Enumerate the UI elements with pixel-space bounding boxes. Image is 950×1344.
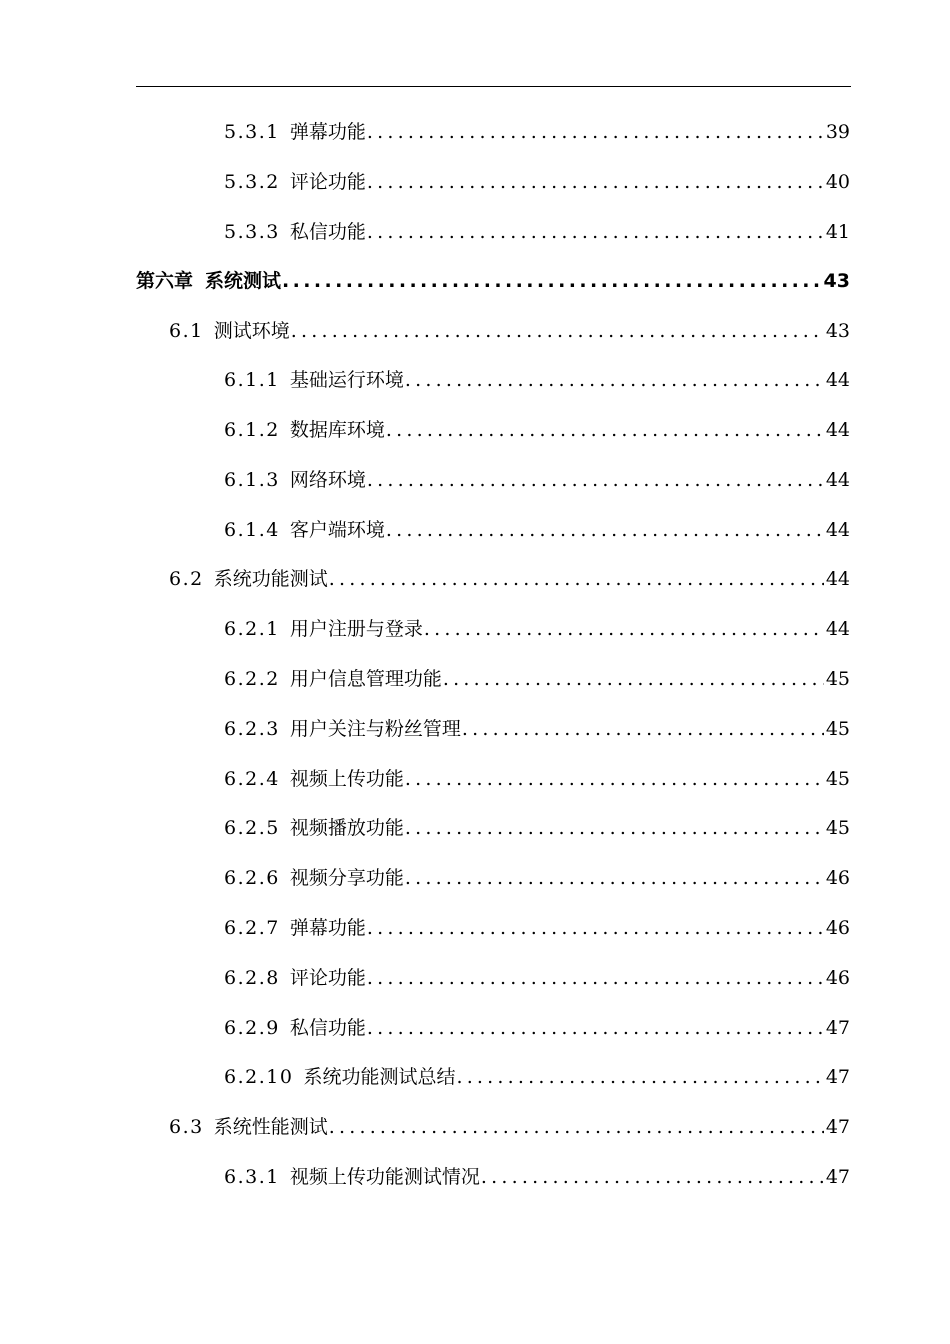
toc-entry-page: 43 bbox=[825, 320, 850, 342]
toc-dot-leader bbox=[282, 266, 822, 296]
toc-entry-page: 44 bbox=[825, 469, 850, 491]
toc-entry[interactable] bbox=[224, 1013, 850, 1043]
toc-entry-number: 6.2.8 bbox=[224, 967, 280, 989]
toc-entry-page: 44 bbox=[825, 369, 850, 391]
toc-entry-number: 6.1.3 bbox=[224, 469, 280, 491]
toc-dot-leader bbox=[367, 117, 824, 147]
toc-section-entry[interactable] bbox=[169, 564, 850, 594]
toc-entry[interactable] bbox=[224, 664, 850, 694]
toc-entry-page: 46 bbox=[825, 917, 850, 939]
toc-entry-title: 视频分享功能 bbox=[289, 867, 404, 889]
toc-entry-number: 6.2 bbox=[169, 568, 204, 590]
toc-entry-title: 系统功能测试 bbox=[213, 568, 328, 590]
toc-entry[interactable] bbox=[224, 863, 850, 893]
toc-entry-title: 系统性能测试 bbox=[213, 1116, 328, 1138]
toc-entry[interactable] bbox=[224, 913, 850, 943]
toc-dot-leader bbox=[481, 1162, 824, 1192]
toc-entry-title: 用户关注与粉丝管理 bbox=[289, 718, 461, 740]
toc-entry-number: 6.2.10 bbox=[224, 1066, 294, 1088]
toc-entry-page: 47 bbox=[825, 1017, 850, 1039]
toc-entry-number: 5.3.2 bbox=[224, 171, 280, 193]
toc-entry-number: 6.3.1 bbox=[224, 1166, 280, 1188]
toc-entry-number: 6.2.7 bbox=[224, 917, 280, 939]
toc-entry-page: 47 bbox=[825, 1066, 850, 1088]
toc-entry-title: 数据库环境 bbox=[289, 419, 385, 441]
toc-entry[interactable] bbox=[224, 515, 850, 545]
toc-entry[interactable] bbox=[224, 1162, 850, 1192]
toc-entry-title: 基础运行环境 bbox=[289, 369, 404, 391]
toc-entry[interactable] bbox=[224, 117, 850, 147]
toc-entry[interactable] bbox=[224, 813, 850, 843]
toc-dot-leader bbox=[367, 167, 824, 197]
toc-dot-leader bbox=[367, 963, 824, 993]
toc-dot-leader bbox=[424, 614, 824, 644]
toc-entry-page: 39 bbox=[825, 121, 850, 143]
toc-chapter-number: 第六章 bbox=[136, 270, 194, 292]
toc-dot-leader bbox=[329, 564, 824, 594]
toc-entry-page: 44 bbox=[825, 419, 850, 441]
toc-entry-page: 45 bbox=[825, 817, 850, 839]
toc-entry-page: 41 bbox=[825, 221, 850, 243]
toc-dot-leader bbox=[367, 465, 824, 495]
toc-entry-page: 40 bbox=[825, 171, 850, 193]
toc-dot-leader bbox=[405, 863, 824, 893]
toc-entry-number: 6.3 bbox=[169, 1116, 204, 1138]
toc-entry[interactable] bbox=[224, 1062, 850, 1092]
toc-dot-leader bbox=[367, 913, 824, 943]
toc-entry-number: 6.2.2 bbox=[224, 668, 280, 690]
toc-dot-leader bbox=[462, 714, 824, 744]
toc-entry-page: 44 bbox=[825, 618, 850, 640]
toc-dot-leader bbox=[405, 764, 824, 794]
toc-entry-number: 6.1.1 bbox=[224, 369, 280, 391]
header-rule bbox=[136, 86, 851, 87]
toc-entry-title: 视频播放功能 bbox=[289, 817, 404, 839]
toc-entry-number: 5.3.3 bbox=[224, 221, 280, 243]
toc-entry-number: 6.1.4 bbox=[224, 519, 280, 541]
toc-entry[interactable] bbox=[224, 465, 850, 495]
toc-dot-leader bbox=[386, 515, 824, 545]
toc-entry-title: 弹幕功能 bbox=[289, 121, 366, 143]
toc-entry-number: 6.1 bbox=[169, 320, 204, 342]
toc-dot-leader bbox=[456, 1062, 823, 1092]
toc-dot-leader bbox=[443, 664, 824, 694]
toc-entry-page: 45 bbox=[825, 768, 850, 790]
toc-section-entry[interactable] bbox=[169, 1112, 850, 1142]
toc-entry[interactable] bbox=[224, 167, 850, 197]
toc-entry-title: 私信功能 bbox=[289, 1017, 366, 1039]
toc-entry-number: 6.2.1 bbox=[224, 618, 280, 640]
toc-entry-title: 网络环境 bbox=[289, 469, 366, 491]
toc-entry-title: 视频上传功能 bbox=[289, 768, 404, 790]
toc-dot-leader bbox=[291, 316, 824, 346]
toc-dot-leader bbox=[405, 365, 824, 395]
toc-dot-leader bbox=[367, 1013, 824, 1043]
toc-entry-number: 6.1.2 bbox=[224, 419, 280, 441]
toc-chapter-title: 系统测试 bbox=[205, 270, 282, 292]
toc-entry-page: 45 bbox=[825, 718, 850, 740]
toc-dot-leader bbox=[367, 217, 824, 247]
toc-entry-number: 6.2.9 bbox=[224, 1017, 280, 1039]
toc-entry-page: 47 bbox=[825, 1116, 850, 1138]
toc-entry-title: 用户注册与登录 bbox=[289, 618, 423, 640]
toc-entry-number: 6.2.4 bbox=[224, 768, 280, 790]
toc-section-entry[interactable] bbox=[169, 316, 850, 346]
toc-dot-leader bbox=[329, 1112, 824, 1142]
toc-entry[interactable] bbox=[224, 217, 850, 247]
toc-entry[interactable] bbox=[224, 365, 850, 395]
toc-entry[interactable] bbox=[224, 764, 850, 794]
toc-entry[interactable] bbox=[224, 614, 850, 644]
toc-entry-title: 评论功能 bbox=[289, 967, 366, 989]
toc-entry-number: 5.3.1 bbox=[224, 121, 280, 143]
toc-entry-title: 用户信息管理功能 bbox=[289, 668, 442, 690]
toc-entry-page: 46 bbox=[825, 867, 850, 889]
toc-entry-page: 43 bbox=[823, 270, 850, 292]
toc-entry-title: 私信功能 bbox=[289, 221, 366, 243]
toc-entry-page: 46 bbox=[825, 967, 850, 989]
toc-chapter-entry[interactable] bbox=[136, 266, 850, 296]
toc-entry-page: 44 bbox=[825, 568, 850, 590]
toc-entry-page: 44 bbox=[825, 519, 850, 541]
toc-entry-title: 视频上传功能测试情况 bbox=[289, 1166, 480, 1188]
toc-entry-page: 45 bbox=[825, 668, 850, 690]
toc-entry-title: 系统功能测试总结 bbox=[303, 1066, 456, 1088]
toc-entry-title: 弹幕功能 bbox=[289, 917, 366, 939]
toc-entry[interactable] bbox=[224, 963, 850, 993]
toc-entry-title: 客户端环境 bbox=[289, 519, 385, 541]
toc-entry-title: 测试环境 bbox=[213, 320, 290, 342]
toc-entry-number: 6.2.6 bbox=[224, 867, 280, 889]
toc-dot-leader bbox=[386, 415, 824, 445]
toc-dot-leader bbox=[405, 813, 824, 843]
toc-entry-number: 6.2.3 bbox=[224, 718, 280, 740]
toc-entry[interactable] bbox=[224, 415, 850, 445]
toc-entry-title: 评论功能 bbox=[289, 171, 366, 193]
toc-entry-number: 6.2.5 bbox=[224, 817, 280, 839]
toc-entry-page: 47 bbox=[825, 1166, 850, 1188]
toc-entry[interactable] bbox=[224, 714, 850, 744]
